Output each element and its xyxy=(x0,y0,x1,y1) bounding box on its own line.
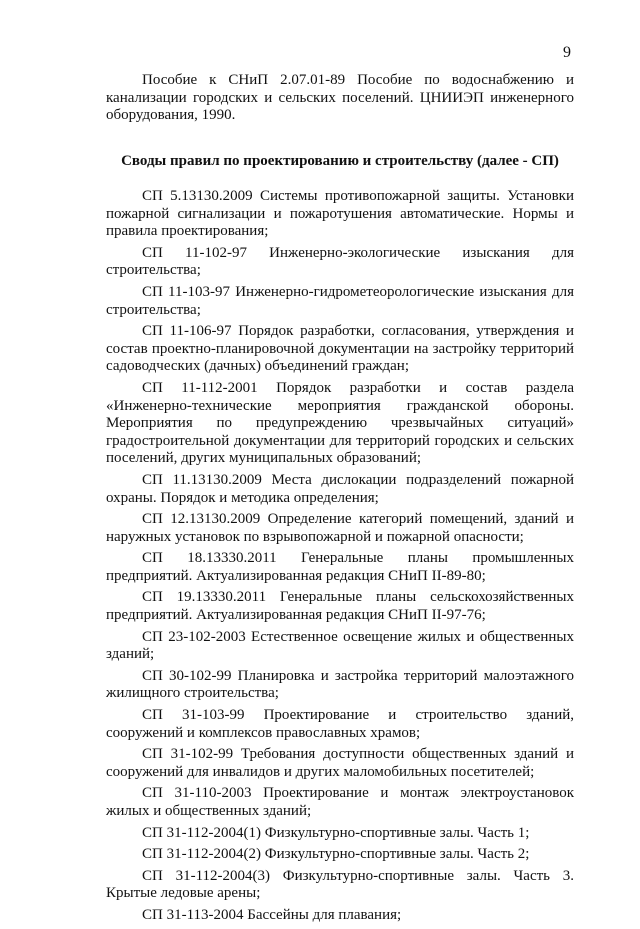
list-item: СП 11.13130.2009 Места дислокации подразделений пожарной охраны. Порядок и методика определения; xyxy=(106,471,574,506)
list-item: СП 12.13130.2009 Определение категорий помещений, зданий и наружных установок по взрывопожарной и пожарной опасности; xyxy=(106,511,574,545)
intro-block xyxy=(106,72,574,125)
page-number: 9 xyxy=(563,44,571,61)
list-item: СП 31-112-2004(2) Физкультурно-спортивные залы. Часть 2; xyxy=(142,846,530,863)
list-item: СП 31-112-2004(1) Физкультурно-спортивные залы. Часть 1; xyxy=(142,824,530,841)
list-item: СП 31-102-99 Требования доступности общественных зданий и сооружений для инвалидов и других маломобильных посетителей; xyxy=(106,746,574,780)
list-item: СП 11-106-97 Порядок разработки, согласования, утверждения и состав проектно-планировочной документации на застройку территорий садоводческих (дачных) объединений граждан; xyxy=(106,323,574,375)
list-item: СП 31-103-99 Проектирование и строительство зданий, сооружений и комплексов православных храмов; xyxy=(106,707,574,741)
items-list xyxy=(106,188,574,929)
list-item: СП 31-112-2004(3) Физкультурно-спортивные залы. Часть 3. Крытые ледовые арены; xyxy=(106,867,574,902)
list-item: СП 11-103-97 Инженерно-гидрометеорологические изыскания для строительства; xyxy=(106,283,574,318)
list-item: СП 31-110-2003 Проектирование и монтаж электроустановок жилых и общественных зданий; xyxy=(106,785,574,819)
list-item: СП 23-102-2003 Естественное освещение жилых и общественных зданий; xyxy=(106,628,574,663)
list-item: СП 11-112-2001 Порядок разработки и состав раздела «Инженерно-технические мероприятия гражданской обороны. Мероприятия по предупреждению чрезвычайных ситуаций» градостроительной документации для территорий городских и сельских поселений, других муниципальных образований; xyxy=(106,379,574,467)
list-item: СП 31-113-2004 Бассейны для плавания; xyxy=(142,906,402,923)
intro-paragraph: Пособие к СНиП 2.07.01-89 Пособие по водоснабжению и канализации городских и сельских поселений. ЦНИИЭП инженерного оборудования, 1990. xyxy=(106,72,574,124)
list-item: СП 30-102-99 Планировка и застройка территорий малоэтажного жилищного строительства; xyxy=(106,667,574,702)
section-heading: Своды правил по проектированию и строительству (далее - СП) xyxy=(121,153,559,169)
list-item: СП 19.13330.2011 Генеральные планы сельскохозяйственных предприятий. Актуализированная редакция СНиП II-97-76; xyxy=(106,589,574,624)
list-item: СП 18.13330.2011 Генеральные планы промышленных предприятий. Актуализированная редакция СНиП II-89-80; xyxy=(106,550,574,584)
list-item: СП 11-102-97 Инженерно-экологические изыскания для строительства; xyxy=(106,244,574,279)
list-item: СП 5.13130.2009 Системы противопожарной защиты. Установки пожарной сигнализации и пожаротушения автоматические. Нормы и правила проектирования; xyxy=(106,188,574,240)
